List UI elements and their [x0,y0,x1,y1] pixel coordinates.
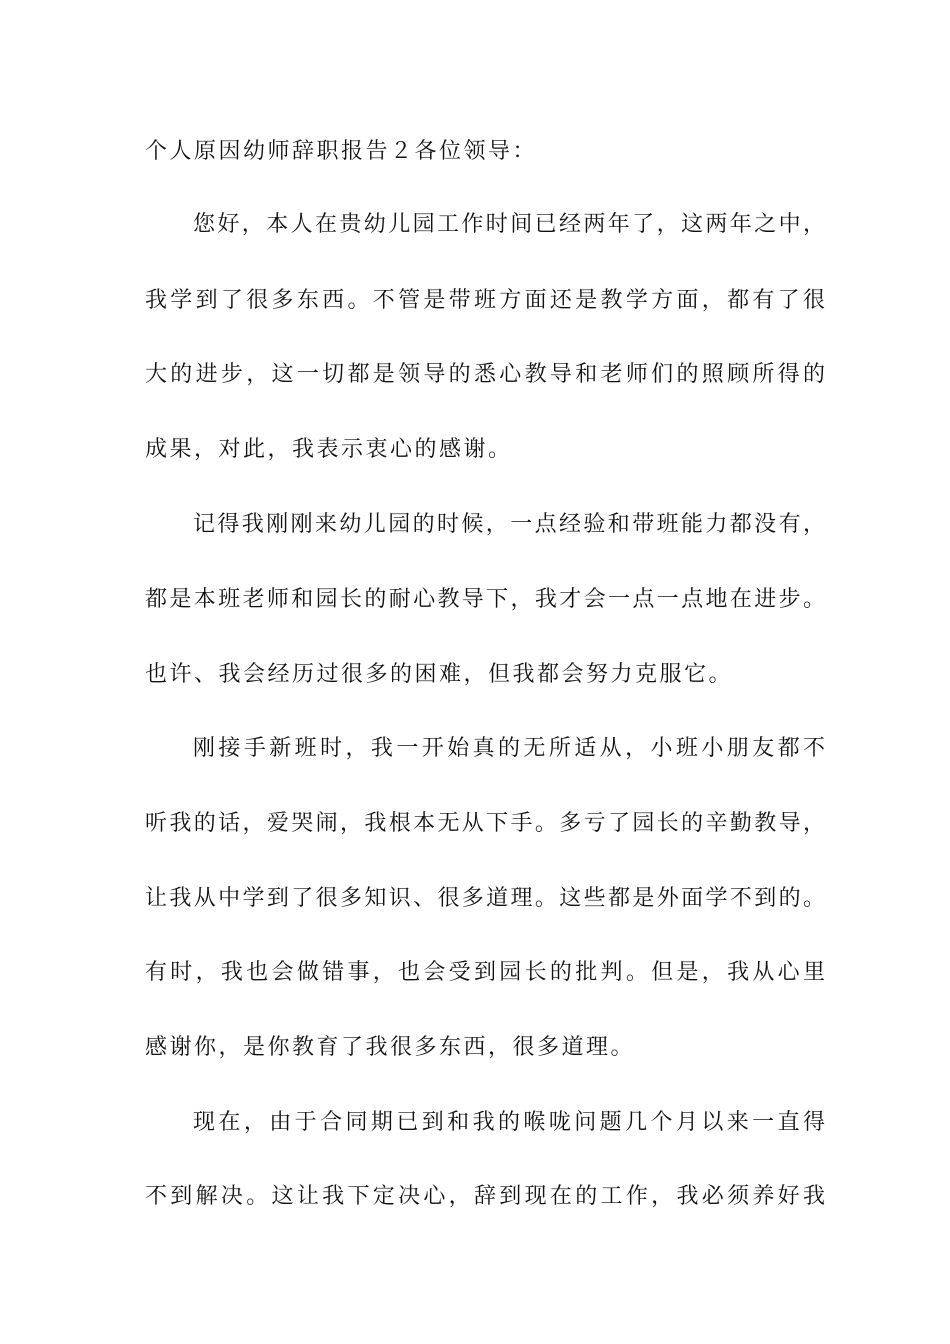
text-line-paragraph-start: 刚接手新班时，我一开始真的无所适从，小班小朋友都不 [193,736,825,761]
text-line: 听我的话，爱哭闹，我根本无从下手。多亏了园长的辛勤教导， [145,811,825,836]
text-line: 我学到了很多东西。不管是带班方面还是教学方面，都有了很 [145,288,825,313]
text-line: 让我从中学到了很多知识、很多道理。这些都是外面学不到的。 [145,886,825,911]
text-line: 都是本班老师和园长的耐心教导下，我才会一点一点地在进步。 [145,587,825,612]
text-line-paragraph-end: 成果，对此，我表示衷心的感谢。 [145,437,513,462]
text-line: 不到解决。这让我下定决心，辞到现在的工作，我必须养好我 [145,1184,825,1209]
text-line-heading: 个人原因幼师辞职报告２各位领导： [145,139,538,164]
text-line-paragraph-start: 您好，本人在贵幼儿园工作时间已经两年了，这两年之中， [193,212,825,237]
text-line-paragraph-end: 也许、我会经历过很多的困难，但我都会努力克服它。 [145,662,734,687]
text-line-paragraph-start: 记得我刚刚来幼儿园的时候，一点经验和带班能力都没有， [193,512,825,537]
text-line-paragraph-end: 感谢你，是你教育了我很多东西，很多道理。 [145,1035,636,1060]
text-line-paragraph-start: 现在，由于合同期已到和我的喉咙问题几个月以来一直得 [193,1110,825,1135]
text-line: 大的进步，这一切都是领导的悉心教导和老师们的照顾所得的 [145,362,825,387]
text-line: 有时，我也会做错事，也会受到园长的批判。但是，我从心里 [145,960,825,985]
